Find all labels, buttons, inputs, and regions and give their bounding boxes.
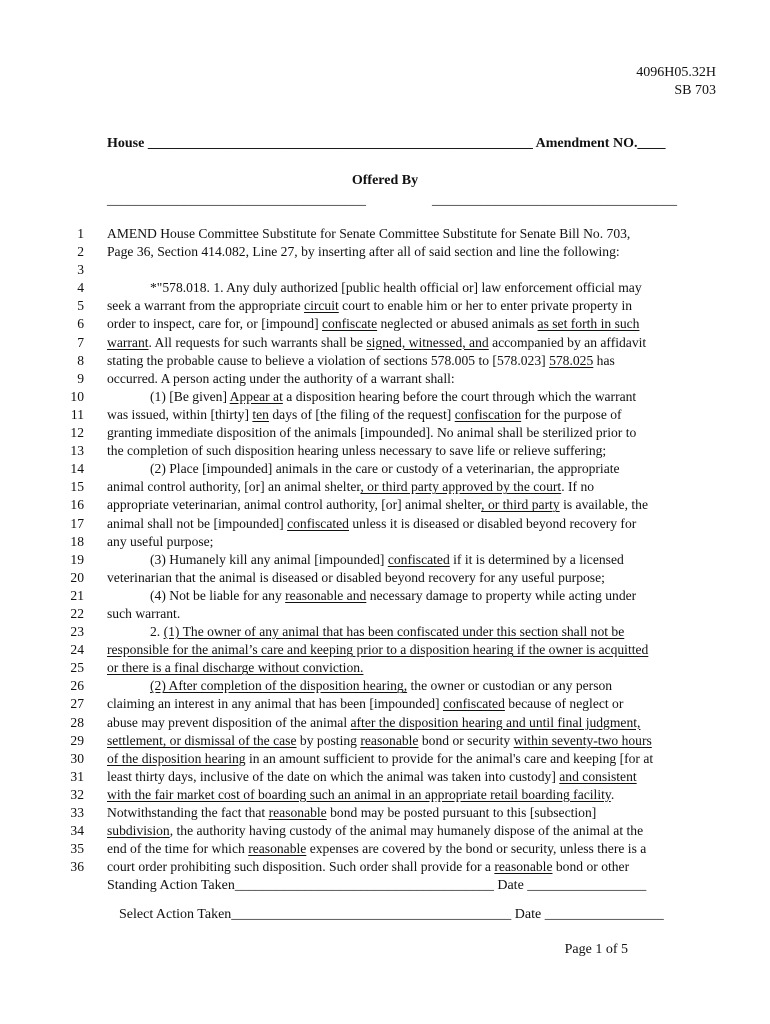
line-number: 8 xyxy=(77,352,84,368)
line-number: 21 xyxy=(70,587,84,603)
document-line xyxy=(0,315,770,333)
line-text xyxy=(150,388,636,406)
text-segment: necessary damage to property while acting under xyxy=(366,587,637,603)
text-segment: for the purpose of xyxy=(521,406,622,422)
text-segment: seek a warrant from the appropriate xyxy=(107,298,305,314)
line-number: 14 xyxy=(70,461,84,477)
line-number: 32 xyxy=(70,786,84,802)
inserted-text: (2) After completion of the disposition hearing, xyxy=(150,678,408,694)
document-line xyxy=(0,551,770,569)
line-number: 31 xyxy=(70,768,84,784)
line-number: 24 xyxy=(70,642,84,658)
line-number: 1 xyxy=(77,226,84,241)
document-line xyxy=(0,406,770,424)
line-number: 13 xyxy=(70,443,84,459)
inserted-text: 578.025 xyxy=(549,352,594,368)
line-text xyxy=(107,424,636,442)
inserted-text: confiscated xyxy=(442,696,505,712)
text-segment: neglected or abused animals xyxy=(377,316,538,332)
document-line xyxy=(0,768,770,786)
inserted-text: of the disposition hearing xyxy=(107,750,246,766)
inserted-text: responsible for the animal’s care and keeping prior to a disposition hearing if the owner is acquitted xyxy=(107,642,649,658)
line-text xyxy=(107,515,636,533)
standing-action-label: Standing Action Taken xyxy=(107,878,235,893)
line-text xyxy=(107,840,646,858)
text-segment: has xyxy=(593,352,615,368)
line-number: 34 xyxy=(70,823,84,839)
text-segment: abuse may prevent disposition of the animal xyxy=(107,714,351,730)
inserted-text: or there is a final discharge without conviction. xyxy=(107,660,364,676)
inserted-text: reasonable xyxy=(268,805,327,820)
text-segment: bond or security xyxy=(418,732,514,748)
text-segment: 2. xyxy=(150,624,164,640)
text-segment: animal shall not be [impounded] xyxy=(107,515,288,531)
document-line xyxy=(0,424,770,442)
document-line xyxy=(0,587,770,605)
line-text xyxy=(107,533,213,551)
house-label: House xyxy=(107,136,145,151)
line-text xyxy=(107,297,632,315)
document-line xyxy=(0,478,770,496)
document-line xyxy=(0,515,770,533)
inserted-text: signed, witnessed, and xyxy=(366,334,489,350)
line-text xyxy=(107,641,648,659)
text-segment: Page 36, Section 414.082, Line 27, by inserting after all of said section and line the following: xyxy=(107,244,620,260)
line-text xyxy=(107,750,653,768)
document-line xyxy=(0,569,770,587)
amendment-number: Amendment NO.____ xyxy=(535,136,666,151)
line-text xyxy=(107,768,637,786)
line-text xyxy=(150,623,624,641)
text-segment: least thirty days, inclusive of the date on which the animal was taken into custody] xyxy=(107,768,560,784)
text-segment: bond may be posted pursuant to this [subsection] xyxy=(326,805,597,820)
text-segment: claiming an interest in any animal that has been [impounded] xyxy=(107,696,443,712)
line-text xyxy=(107,370,455,388)
line-text xyxy=(107,714,640,732)
inserted-text: confiscate xyxy=(322,316,378,332)
text-segment: (4) Not be liable for any xyxy=(150,587,286,603)
amendment-body xyxy=(0,225,770,876)
line-number: 18 xyxy=(70,533,84,549)
select-action-date-label: Date xyxy=(514,907,542,922)
line-number: 6 xyxy=(77,316,84,332)
inserted-text: subdivision xyxy=(107,823,170,839)
document-line xyxy=(0,297,770,315)
document-line xyxy=(0,533,770,551)
line-text xyxy=(107,406,622,424)
line-number: 26 xyxy=(70,678,84,694)
inserted-text: confiscated xyxy=(287,515,349,531)
document-line xyxy=(0,388,770,406)
line-text xyxy=(107,243,620,261)
text-segment: *"578.018. 1. Any duly authorized [public health official or] law enforcement official may xyxy=(150,280,642,296)
text-segment: any useful purpose; xyxy=(107,533,214,549)
text-segment: stating the probable cause to believe a violation of sections 578.005 to [578.023] xyxy=(107,352,550,368)
page-number: Page 1 of 5 xyxy=(564,942,628,957)
line-number: 35 xyxy=(70,841,84,857)
text-segment: such warrant. xyxy=(107,605,181,621)
line-number: 10 xyxy=(70,388,84,404)
text-segment: occurred. A person acting under the authority of a warrant shall: xyxy=(107,370,455,386)
line-number: 20 xyxy=(70,569,84,585)
line-text xyxy=(107,225,630,243)
line-number: 12 xyxy=(70,425,84,441)
inserted-text: , or third party xyxy=(481,497,560,513)
line-text xyxy=(150,551,624,569)
document-line xyxy=(0,804,770,822)
inserted-text: after the disposition hearing and until final judgment, xyxy=(350,714,641,730)
offered-by-label: Offered By xyxy=(351,173,419,188)
document-line xyxy=(0,858,770,876)
document-line xyxy=(0,677,770,695)
line-number: 22 xyxy=(70,605,84,621)
line-text xyxy=(150,460,620,478)
document-code: 4096H05.32H xyxy=(636,65,716,80)
text-segment: (3) Humanely kill any animal [impounded] xyxy=(150,551,388,567)
text-segment: in an amount sufficient to provide for the animal's care and keeping [for at xyxy=(245,750,654,766)
document-line xyxy=(0,279,770,297)
text-segment: the completion of such disposition hearing unless necessary to save life or relieve suffering; xyxy=(107,443,607,459)
standing-action-line: _____________________________________ xyxy=(234,878,494,893)
document-line xyxy=(0,261,770,279)
line-text xyxy=(150,677,612,695)
document-line xyxy=(0,750,770,768)
text-segment: granting immediate disposition of the animals [impounded]. No animal shall be sterilized prior to xyxy=(107,425,637,441)
document-line xyxy=(0,496,770,514)
line-text xyxy=(107,804,596,822)
text-segment: Notwithstanding the fact that xyxy=(107,805,269,820)
text-segment: because of neglect or xyxy=(504,696,624,712)
line-number: 28 xyxy=(70,714,84,730)
offered-by-line-right: ___________________________________ xyxy=(432,193,677,208)
inserted-text: with the fair market cost of boarding such an animal in an appropriate retail boarding facility xyxy=(107,786,611,802)
line-text xyxy=(150,587,636,605)
text-segment: days of [the filing of the request] xyxy=(268,406,455,422)
document-line xyxy=(0,334,770,352)
line-text xyxy=(107,605,180,623)
line-number: 3 xyxy=(77,262,84,278)
line-number: 4 xyxy=(77,280,84,296)
document-line xyxy=(0,786,770,804)
text-segment: animal control authority, [or] an animal shelter xyxy=(107,479,361,495)
document-line xyxy=(0,695,770,713)
house-fill-line: _______________________________________________________ xyxy=(147,136,533,151)
line-number: 27 xyxy=(70,696,84,712)
line-number: 9 xyxy=(77,370,84,386)
bill-number: SB 703 xyxy=(674,83,716,98)
line-number: 33 xyxy=(70,805,84,820)
document-line xyxy=(0,659,770,677)
document-line xyxy=(0,714,770,732)
offered-by-line-left: _____________________________________ xyxy=(107,193,366,208)
text-segment: is available, the xyxy=(559,497,648,513)
text-segment: was issued, within [thirty] xyxy=(107,406,253,422)
line-number: 29 xyxy=(70,732,84,748)
inserted-text: and consistent xyxy=(559,768,637,784)
text-segment: if it is determined by a licensed xyxy=(449,551,624,567)
select-action-line: ________________________________________ xyxy=(231,907,512,922)
select-action-row xyxy=(119,907,664,923)
text-segment: order to inspect, care for, or [impound] xyxy=(107,316,322,332)
inserted-text: reasonable xyxy=(494,859,553,875)
text-segment: bond or other xyxy=(552,859,630,875)
document-line xyxy=(0,732,770,750)
inserted-text: reasonable and xyxy=(285,587,367,603)
inserted-text: Appear at xyxy=(229,388,283,404)
line-number: 15 xyxy=(70,479,84,495)
text-segment: (2) Place [impounded] animals in the care or custody of a veterinarian, the appropriate xyxy=(150,461,620,477)
document-line xyxy=(0,243,770,261)
document-line xyxy=(0,822,770,840)
line-text xyxy=(107,478,594,496)
line-text xyxy=(107,496,648,514)
text-segment: . xyxy=(610,786,615,802)
line-text xyxy=(107,569,605,587)
select-action-label: Select Action Taken xyxy=(119,907,232,922)
inserted-text: confiscation xyxy=(454,406,522,422)
inserted-text: within seventy-two hours xyxy=(513,732,652,748)
line-text xyxy=(107,334,646,352)
line-number: 36 xyxy=(70,859,84,875)
text-segment: . All requests for such warrants shall be xyxy=(148,334,367,350)
line-text xyxy=(107,695,623,713)
line-text xyxy=(107,352,615,370)
document-line xyxy=(0,605,770,623)
standing-action-row xyxy=(107,878,646,894)
document-line xyxy=(0,352,770,370)
inserted-text: , or third party approved by the court xyxy=(360,479,562,495)
inserted-text: reasonable xyxy=(248,841,307,857)
line-number: 30 xyxy=(70,750,84,766)
line-number: 23 xyxy=(70,624,84,640)
text-segment: the owner or custodian or any person xyxy=(407,678,613,694)
inserted-text: confiscated xyxy=(387,551,450,567)
line-text xyxy=(107,442,606,460)
text-segment: , the authority having custody of the animal may humanely dispose of the animal at the xyxy=(169,823,644,839)
text-segment: appropriate veterinarian, animal control authority, [or] animal shelter xyxy=(107,497,482,513)
line-text xyxy=(107,732,652,750)
inserted-text: circuit xyxy=(304,298,339,314)
text-segment: accompanied by an affidavit xyxy=(488,334,647,350)
text-segment: a disposition hearing before the court through which the warrant xyxy=(282,388,637,404)
page-footer xyxy=(0,942,770,958)
line-number: 5 xyxy=(77,298,84,314)
select-action-date-line: _________________ xyxy=(544,907,664,922)
line-number: 16 xyxy=(70,497,84,513)
text-segment: (1) [Be given] xyxy=(150,388,230,404)
text-segment: veterinarian that the animal is diseased or disabled beyond recovery for any useful purpose; xyxy=(107,569,605,585)
line-text xyxy=(107,822,643,840)
standing-action-date-label: Date xyxy=(497,878,524,893)
line-number: 11 xyxy=(70,406,84,422)
line-number: 19 xyxy=(70,551,84,567)
line-number: 17 xyxy=(70,515,84,531)
document-line xyxy=(0,442,770,460)
line-text xyxy=(107,786,614,804)
text-segment: AMEND House Committee Substitute for Senate Committee Substitute for Senate Bill No. 703, xyxy=(107,226,631,241)
document-line xyxy=(0,225,770,243)
document-line xyxy=(0,623,770,641)
document-line xyxy=(0,370,770,388)
house-amendment-line xyxy=(107,136,715,152)
text-segment: . If no xyxy=(561,479,595,495)
text-segment: unless it is diseased or disabled beyond recovery for xyxy=(348,515,637,531)
line-number: 2 xyxy=(77,244,84,260)
text-segment: court order prohibiting such disposition. Such order shall provide for a xyxy=(107,859,495,875)
text-segment: expenses are covered by the bond or security, unless there is a xyxy=(306,841,647,857)
inserted-text: warrant xyxy=(107,334,149,350)
line-text xyxy=(150,279,642,297)
inserted-text: (1) The owner of any animal that has been confiscated under this section shall not be xyxy=(163,624,625,640)
document-line xyxy=(0,460,770,478)
document-line xyxy=(0,840,770,858)
inserted-text: reasonable xyxy=(360,732,419,748)
text-segment: by posting xyxy=(296,732,361,748)
line-number: 25 xyxy=(70,660,84,676)
line-text xyxy=(107,315,639,333)
line-number: 7 xyxy=(77,334,84,350)
text-segment: end of the time for which xyxy=(107,841,249,857)
text-segment: court to enable him or her to enter private property in xyxy=(338,298,633,314)
document-line xyxy=(0,641,770,659)
inserted-text: ten xyxy=(252,406,269,422)
line-text xyxy=(107,659,363,677)
inserted-text: settlement, or dismissal of the case xyxy=(107,732,297,748)
inserted-text: as set forth in such xyxy=(537,316,640,332)
standing-action-date-line: _________________ xyxy=(527,878,647,893)
line-text xyxy=(107,858,629,876)
